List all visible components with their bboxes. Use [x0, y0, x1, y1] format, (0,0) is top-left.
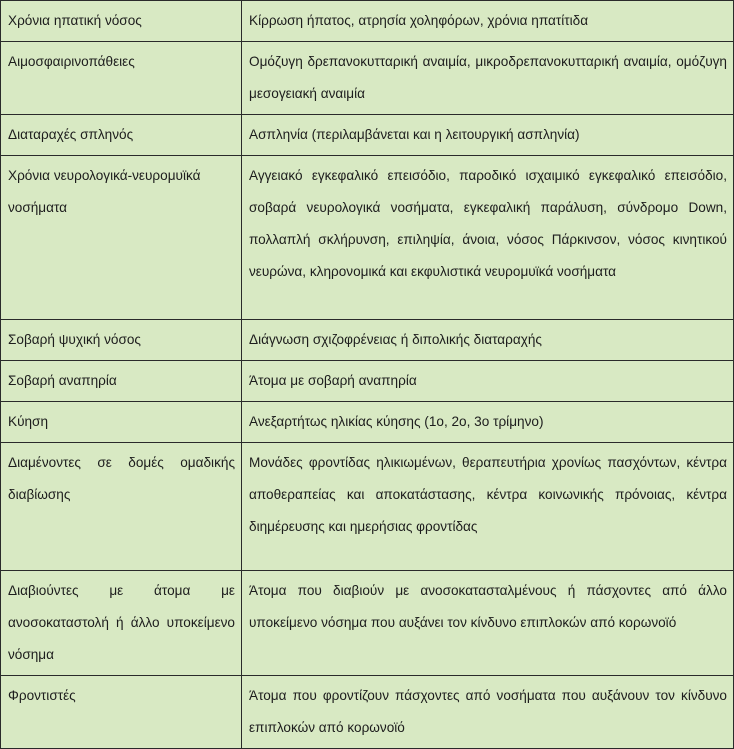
category-cell: Χρόνια νευρολογικά-νευρομυϊκά νοσήματα	[1, 156, 242, 320]
table-row	[1, 676, 734, 749]
table-row	[1, 320, 734, 361]
category-cell: Διαταραχές σπληνός	[1, 115, 242, 156]
category-cell: Κύηση	[1, 402, 242, 443]
category-cell: Σοβαρή ψυχική νόσος	[1, 320, 242, 361]
details-cell: Ανεξαρτήτως ηλικίας κύησης (1ο, 2ο, 3ο τρίμηνο)	[242, 402, 734, 443]
category-cell: Διαμένοντες σε δομές ομαδικής διαβίωσης	[1, 443, 242, 571]
category-cell: Αιμοσφαιρινοπάθειες	[1, 42, 242, 115]
details-cell: Κίρρωση ήπατος, ατρησία χοληφόρων, χρόνια ηπατίτιδα	[242, 1, 734, 42]
category-cell: Χρόνια ηπατική νόσος	[1, 1, 242, 42]
details-cell: Άτομα που φροντίζουν πάσχοντες από νοσήματα που αυξάνουν τον κίνδυνο επιπλοκών από κορωνοϊό	[242, 676, 734, 749]
category-cell: Διαβιούντες με άτομα με ανοσοκαταστολή ή άλλο υποκείμενο νόσημα	[1, 571, 242, 676]
table-row	[1, 1, 734, 42]
details-cell: Μονάδες φροντίδας ηλικιωμένων, θεραπευτήρια χρονίως πασχόντων, κέντρα αποθεραπείας και αποκατάστασης, κέντρα κοινωνικής πρόνοιας, κέντρα διημέρευσης και ημερήσιας φροντίδας	[242, 443, 734, 571]
table-row	[1, 42, 734, 115]
table-row	[1, 443, 734, 571]
details-cell: Άτομα με σοβαρή αναπηρία	[242, 361, 734, 402]
details-cell: Ασπληνία (περιλαμβάνεται και η λειτουργική ασπληνία)	[242, 115, 734, 156]
table-row	[1, 571, 734, 676]
table-row	[1, 361, 734, 402]
table-row	[1, 115, 734, 156]
table-row	[1, 402, 734, 443]
details-cell: Ομόζυγη δρεπανοκυτταρική αναιμία, μικροδρεπανοκυτταρική αναιμία, ομόζυγη μεσογειακή αναιμία	[242, 42, 734, 115]
details-cell: Διάγνωση σχιζοφρένειας ή διπολικής διαταραχής	[242, 320, 734, 361]
category-cell: Φροντιστές	[1, 676, 242, 749]
category-cell: Σοβαρή αναπηρία	[1, 361, 242, 402]
details-cell: Άτομα που διαβιούν με ανοσοκατασταλμένους ή πάσχοντες από άλλο υποκείμενο νόσημα που αυξάνει τον κίνδυνο επιπλοκών από κορωνοϊό	[242, 571, 734, 676]
table-row	[1, 156, 734, 320]
details-cell: Αγγειακό εγκεφαλικό επεισόδιο, παροδικό ισχαιμικό εγκεφαλικό επεισόδιο, σοβαρά νευρολογικά νοσήματα, εγκεφαλική παράλυση, σύνδρομο Down, πολλαπλή σκλήρυνση, επιληψία, άνοια, νόσος Πάρκινσον, νόσος κινητικού νευρώνα, κληρονομικά και εκφυλιστικά νευρομυϊκά νοσήματα	[242, 156, 734, 320]
